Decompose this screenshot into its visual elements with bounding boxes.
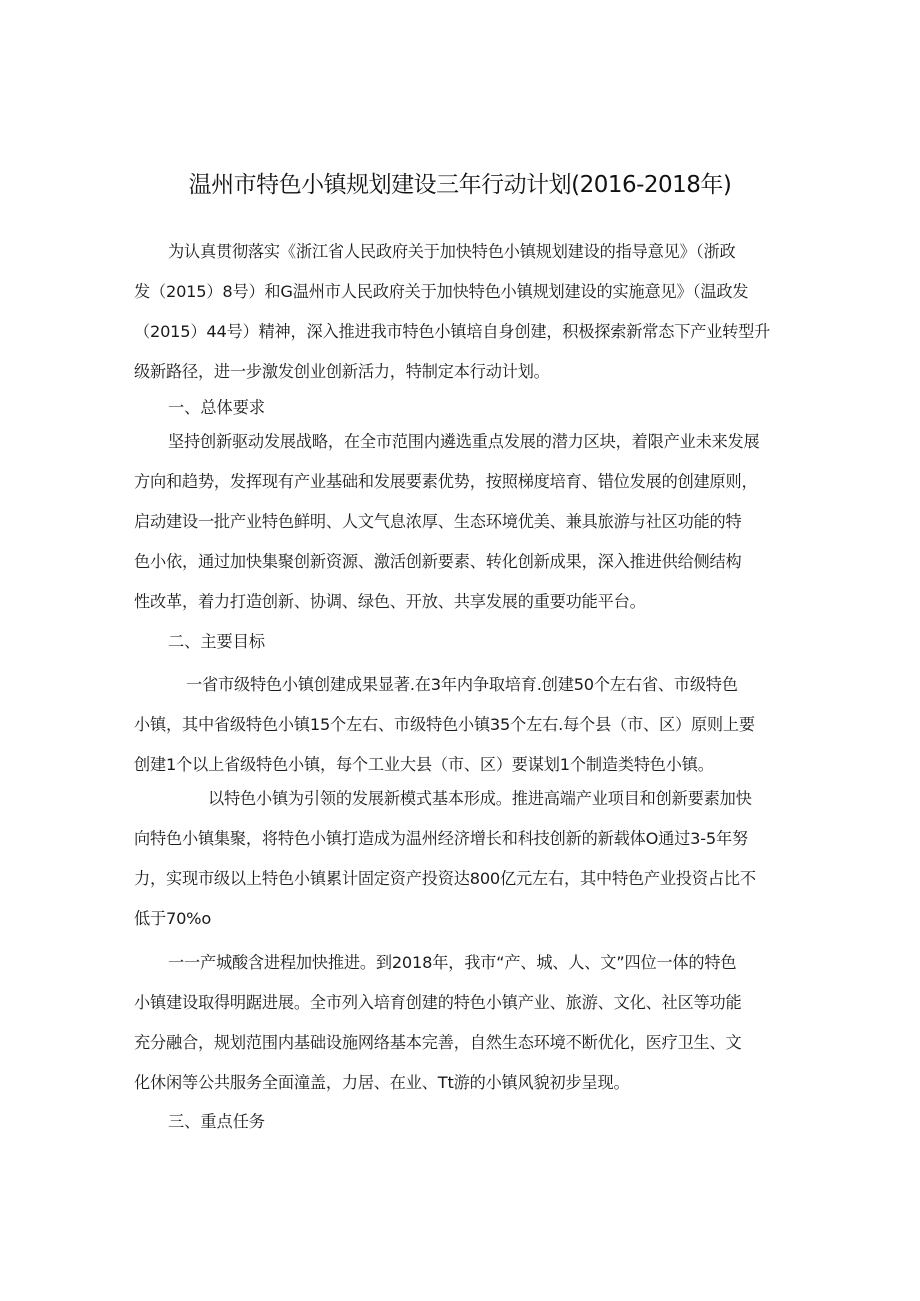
paragraph-line: 小镇建设取得明踞进展。全市列入培育创建的特色小镇产业、旅游、文化、社区等功能	[134, 993, 742, 1012]
paragraph-line: 色小依，通过加快集聚创新资源、激活创新要素、转化创新成果，深入推进供给侧结构	[134, 552, 742, 571]
paragraph-line: 创建1个以上省级特色小镇，每个工业大县（市、区）要谋划1个制造类特色小镇。	[134, 755, 714, 774]
paragraph-line: 坚持创新驱动发展战略，在全市范围内遴选重点发展的潜力区块，着限产业未来发展	[168, 432, 760, 451]
paragraph-line: 小镇，其中省级特色小镇15个左右、市级特色小镇35个左右.每个县（市、区）原则上要	[134, 715, 755, 734]
document-title: 温州市特色小镇规划建设三年行动计划(2016-2018年)	[188, 172, 732, 198]
paragraph-line: 以特色小镇为引领的发展新模式基本形成。推进高端产业项目和创新要素加快	[208, 789, 752, 808]
goal-3-paragraph	[134, 943, 790, 1103]
paragraph-line: 力，实现市级以上特色小镇累计固定资产投资达800亿元左右，其中特色产业投资占比不	[134, 869, 756, 888]
paragraph-line: 充分融合，规划范围内基础设施网络基本完善，自然生态环境不断优化，医疗卫生、文	[134, 1033, 742, 1052]
intro-paragraph	[134, 232, 790, 392]
goal-2-paragraph	[134, 779, 790, 939]
paragraph-line: 性改革，着力打造创新、协调、绿色、开放、共享发展的重要功能平台。	[134, 592, 646, 611]
paragraph-line: 发（2015）8号）和G温州市人民政府关于加快特色小镇规划建设的实施意见》（温政发	[134, 282, 749, 301]
paragraph-line: 级新路径，进一步激发创业创新活力，特制定本行动计划。	[134, 362, 550, 381]
paragraph-line: 向特色小镇集聚，将特色小镇打造成为温州经济增长和科技创新的新载体O通过3-5年努	[134, 829, 748, 848]
paragraph-line: 方向和趋势，发挥现有产业基础和发展要素优势，按照梯度培育、错位发展的创建原则，	[134, 472, 758, 491]
paragraph-line: 一省市级特色小镇创建成果显著.在3年内争取培育.创建50个左右省、市级特色	[186, 675, 738, 694]
paragraph-line: 为认真贯彻落实《浙江省人民政府关于加快特色小镇规划建设的指导意见》（浙政	[168, 242, 736, 261]
section-heading-general-requirements: 一、总体要求	[168, 398, 266, 417]
section-heading-key-tasks: 三、重点任务	[168, 1112, 266, 1131]
paragraph-line: 化休闲等公共服务全面潼盖，力居、在业、Tt游的小镇风貌初步呈现。	[134, 1073, 630, 1092]
general-requirements-paragraph	[134, 422, 790, 622]
paragraph-line: 一一产城酸含进程加快推进。到2018年，我市“产、城、人、文”四位一体的特色	[168, 953, 737, 972]
section-heading-main-goals: 二、主要目标	[168, 632, 266, 651]
paragraph-line: 低于70%o	[134, 909, 212, 928]
paragraph-line: 启动建设一批产业特色鲜明、人文气息浓厚、生态环境优美、兼具旅游与社区功能的特	[134, 512, 742, 531]
goal-1-paragraph	[134, 665, 790, 785]
paragraph-line: （2015）44号）精神，深入推进我市特色小镇培自身创建，积极探索新常态下产业转型升	[134, 322, 771, 341]
